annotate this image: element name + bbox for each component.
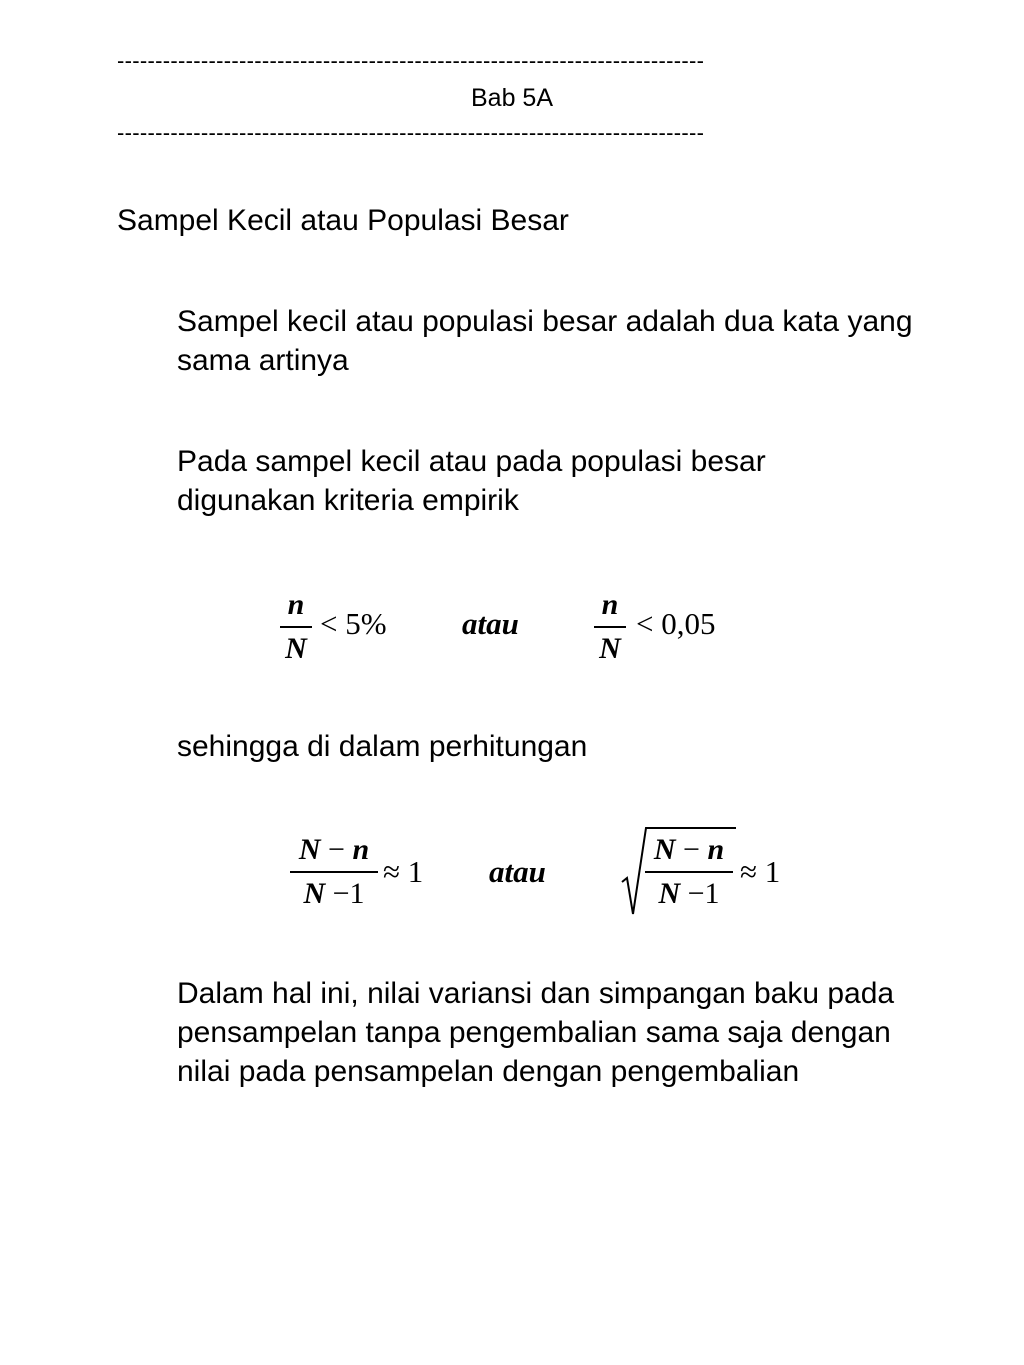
formula2-right-denominator: N −1 <box>658 877 720 910</box>
page-title: Bab 5A <box>470 84 553 112</box>
header-dashes-top: ----------------------------------------------------------------------------- <box>117 50 705 72</box>
header-dashes-bottom: ----------------------------------------------------------------------------- <box>117 122 705 144</box>
formula1-left-denominator: N <box>285 632 307 665</box>
formula1-right-denominator: N <box>599 632 621 665</box>
formula2-left-relation: ≈ 1 <box>383 854 424 889</box>
fraction-bar <box>290 871 378 873</box>
fraction-bar <box>594 626 626 628</box>
formula2-left-numerator: N − n <box>298 833 370 866</box>
formula2-right-numerator: N − n <box>653 833 725 866</box>
formula1-right-numerator: n <box>601 588 619 621</box>
formula2-left-fraction <box>290 835 378 909</box>
paragraph-4: Dalam hal ini, nilai variansi dan simpangan baku pada pensampelan tanpa pengembalian sama saja dengan nilai pada pensampelan dengan pengembalian <box>177 977 895 1088</box>
formula1-left-relation: < 5% <box>320 606 387 641</box>
formula1-right-relation: < 0,05 <box>636 606 716 641</box>
paragraph-3: sehingga di dalam perhitungan <box>177 730 588 763</box>
formula1-connector: atau <box>462 606 519 641</box>
formula2-left-denominator: N −1 <box>303 877 365 910</box>
paragraph-2: Pada sampel kecil atau pada populasi besar digunakan kriteria empirik <box>177 445 766 517</box>
paragraph-1: Sampel kecil atau populasi besar adalah dua kata yang sama artinya <box>177 305 913 377</box>
formula1-left-numerator: n <box>287 588 305 621</box>
formula2-right-fraction <box>645 835 733 909</box>
fraction-bar <box>645 871 733 873</box>
formula2-connector: atau <box>489 854 546 889</box>
formula2-right-relation: ≈ 1 <box>740 854 781 889</box>
formula1-right-fraction <box>594 590 626 664</box>
section-heading: Sampel Kecil atau Populasi Besar <box>117 204 569 237</box>
formula1-left-fraction <box>280 590 312 664</box>
fraction-bar <box>280 626 312 628</box>
